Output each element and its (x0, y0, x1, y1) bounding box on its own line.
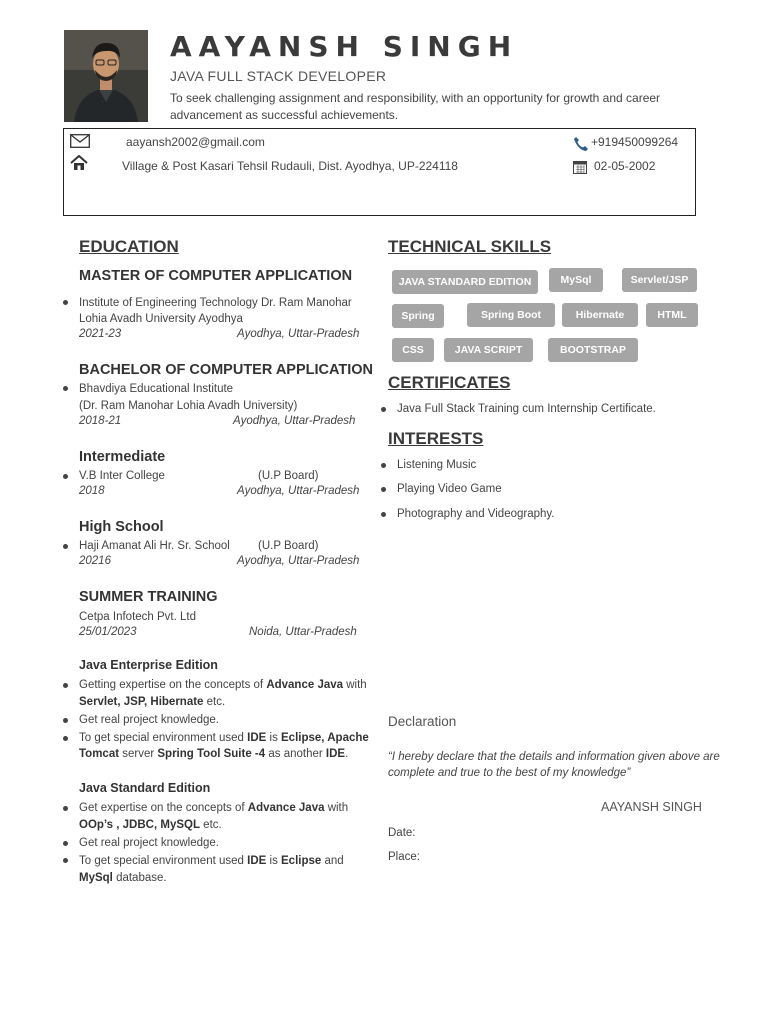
envelope-icon (70, 134, 90, 153)
bullet (63, 683, 68, 688)
highschool-place: Ayodhya, Uttar-Pradesh (237, 555, 360, 567)
mca-title: MASTER OF COMPUTER APPLICATION (79, 268, 353, 284)
candidate-name: AAYANSH SINGH (170, 30, 519, 63)
certificates-heading: CERTIFICATES (388, 373, 511, 392)
email-text[interactable]: aayansh2002@gmail.com (126, 135, 265, 149)
education-heading: EDUCATION (79, 237, 179, 256)
intermediate-title: Intermediate (79, 449, 166, 465)
place-label: Place: (388, 851, 420, 863)
bullet (63, 474, 68, 479)
intermediate-school: V.B Inter College (79, 470, 165, 482)
bca-place: Ayodhya, Uttar-Pradesh (233, 415, 356, 427)
training-place: Noida, Uttar-Pradesh (249, 626, 357, 638)
interest-item: Playing Video Game (397, 483, 502, 495)
phone-icon (573, 136, 589, 157)
skill-pill: HTML (646, 303, 698, 327)
bullet (381, 487, 386, 492)
skill-pill: Spring (392, 304, 444, 328)
contact-box (63, 128, 696, 216)
bca-institute-line2: (Dr. Ram Manohar Lohia Avadh University) (79, 400, 298, 412)
mca-institute-line1: Institute of Engineering Technology Dr. Ram Manohar (79, 297, 352, 309)
bullet (381, 407, 386, 412)
jee-bullet-3-line2: Tomcat server Spring Tool Suite -4 as another IDE. (79, 748, 349, 760)
bullet (63, 858, 68, 863)
bca-title: BACHELOR OF COMPUTER APPLICATION (79, 362, 374, 378)
profile-photo (64, 30, 148, 122)
jse-bullet-3-line2: MySql database. (79, 872, 167, 884)
skill-pill: Servlet/JSP (622, 268, 697, 292)
bca-years: 2018-21 (79, 415, 122, 427)
jee-bullet-1-line2: Servlet, JSP, Hibernate etc. (79, 696, 226, 708)
training-date: 25/01/2023 (79, 626, 137, 638)
interests-heading: INTERESTS (388, 429, 484, 448)
bullet (381, 512, 386, 517)
jse-bullet-1-line1: Get expertise on the concepts of Advance Java with (79, 802, 349, 814)
interest-item: Photography and Videography. (397, 508, 555, 520)
mca-place: Ayodhya, Uttar-Pradesh (237, 328, 360, 340)
bullet (63, 386, 68, 391)
phone-text: +919450099264 (591, 135, 679, 149)
jee-bullet-3-line1: To get special environment used IDE is Eclipse, Apache (79, 732, 369, 744)
bullet (381, 463, 386, 468)
bca-institute-line1: Bhavdiya Educational Institute (79, 383, 234, 395)
intermediate-place: Ayodhya, Uttar-Pradesh (237, 485, 360, 497)
jse-bullet-1-line2: OOp’s , JDBC, MySQL etc. (79, 819, 222, 831)
calendar-icon (573, 160, 587, 179)
bullet (63, 718, 68, 723)
highschool-title: High School (79, 519, 164, 535)
job-title: JAVA FULL STACK DEVELOPER (170, 68, 387, 84)
mca-institute-line2: Lohia Avadh University Ayodhya (79, 313, 243, 325)
career-objective: To seek challenging assignment and responsibility, with an opportunity for growth and career advancement as successful achievements. (170, 91, 661, 122)
bullet (63, 736, 68, 741)
jse-title: Java Standard Edition (79, 781, 211, 795)
certificate-item: Java Full Stack Training cum Internship Certificate. (397, 403, 656, 415)
dob-text: 02-05-2002 (594, 159, 656, 173)
declaration-heading: Declaration (388, 714, 457, 729)
mca-years: 2021-23 (79, 328, 122, 340)
bullet (63, 806, 68, 811)
intermediate-year: 2018 (79, 485, 105, 497)
intermediate-board: (U.P Board) (258, 470, 319, 482)
skill-pill: CSS (392, 338, 434, 362)
skills-heading: TECHNICAL SKILLS (388, 237, 552, 256)
jse-bullet-3-line1: To get special environment used IDE is Eclipse and (79, 855, 344, 867)
interest-item: Listening Music (397, 459, 477, 471)
skill-pill: JAVA STANDARD EDITION (392, 270, 538, 294)
skill-pill: Hibernate (562, 303, 638, 327)
home-icon (70, 155, 88, 176)
bullet (63, 544, 68, 549)
skill-pill: Spring Boot (467, 303, 555, 327)
skill-pill: BOOTSTRAP (548, 338, 638, 362)
signature-name: AAYANSH SINGH (601, 800, 702, 814)
jse-bullet-2: Get real project knowledge. (79, 837, 219, 849)
highschool-school: Haji Amanat Ali Hr. Sr. School (79, 540, 230, 552)
jee-title: Java Enterprise Edition (79, 658, 218, 672)
skill-pill: JAVA SCRIPT (444, 338, 533, 362)
highschool-year: 20216 (79, 555, 111, 567)
training-heading: SUMMER TRAINING (79, 589, 218, 605)
bullet (63, 300, 68, 305)
jee-bullet-2: Get real project knowledge. (79, 714, 219, 726)
jee-bullet-1-line1: Getting expertise on the concepts of Advance Java with (79, 679, 367, 691)
declaration-text: “I hereby declare that the details and information given above are complete and true to the best of my knowledge” (388, 751, 720, 779)
training-company: Cetpa Infotech Pvt. Ltd (79, 611, 196, 623)
date-label: Date: (388, 827, 416, 839)
highschool-board: (U.P Board) (258, 540, 319, 552)
skill-pill: MySql (549, 268, 603, 292)
bullet (63, 841, 68, 846)
address-text: Village & Post Kasari Tehsil Rudauli, Dist. Ayodhya, UP-224118 (122, 159, 458, 173)
